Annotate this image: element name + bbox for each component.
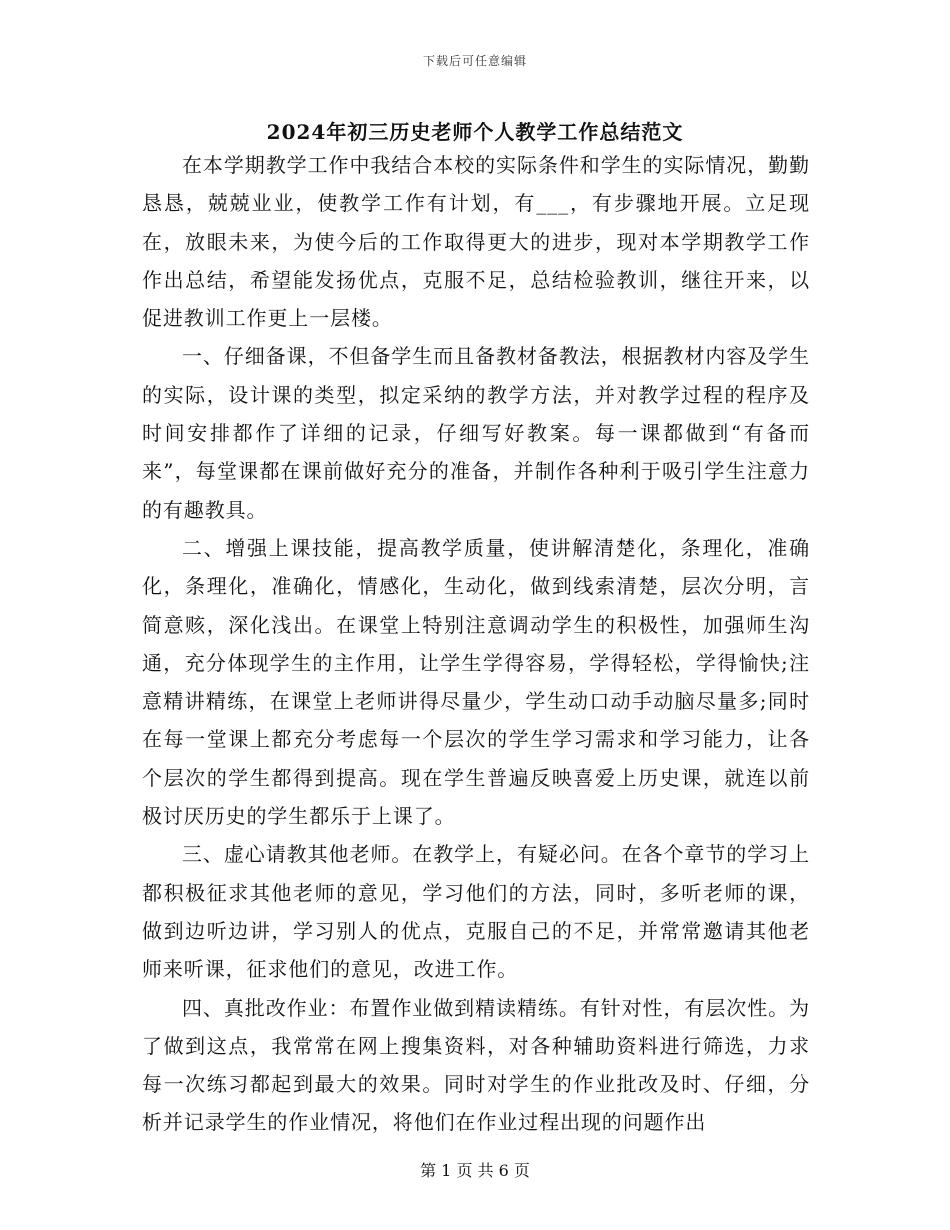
document-title: 2024年初三历史老师个人教学工作总结范文 [266,120,684,144]
paragraph-intro: 在本学期教学工作中我结合本校的实际条件和学生的实际情况，勤勤恳恳，兢兢业业，使教学工作有计划，有___，有步骤地开展。立足现在，放眼未来，为使今后的工作取得更大的进步，现对本学期教学工作作出总结，希望能发扬优点，克服不足，总结检验教训，继往开来，以促进教训工作更上一层楼。 [142,153,810,331]
paragraph-teaching-skills: 二、增强上课技能，提高教学质量，使讲解清楚化，条理化，准确化，条理化，准确化，情感化，生动化，做到线索清楚，层次分明，言简意赅，深化浅出。在课堂上特别注意调动学生的积极性，加强师生沟通，充分体现学生的主作用，让学生学得容易，学得轻松，学得愉快;注意精讲精练，在课堂上老师讲得尽量少，学生动口动手动脑尽量多;同时在每一堂课上都充分考虑每一个层次的学生学习需求和学习能力，让各个层次的学生都得到提高。现在学生普遍反映喜爱上历史课，就连以前极讨厌历史的学生都乐于上课了。 [142,535,810,829]
paragraph-consulting: 三、虚心请教其他老师。在教学上，有疑必问。在各个章节的学习上都积极征求其他老师的意见，学习他们的方法，同时，多听老师的课，做到边听边讲，学习别人的优点，克服自己的不足，并常常邀请其他老师来听课，征求他们的意见，改进工作。 [142,842,810,982]
document-body [142,146,810,1142]
header-note: 下载后可任意编辑 [422,54,527,68]
page-number: 第 1 页 共 6 页 [420,1161,530,1180]
paragraph-preparation: 一、仔细备课，不但备学生而且备教材备教法，根据教材内容及学生的实际，设计课的类型，拟定采纳的教学方法，并对教学过程的程序及时间安排都作了详细的记录，仔细写好教案。每一课都做到“有备而来”，每堂课都在课前做好充分的准备，并制作各种利于吸引学生注意力的有趣教具。 [142,344,810,522]
paragraph-homework: 四、真批改作业：布置作业做到精读精练。有针对性，有层次性。为了做到这点，我常常在网上搜集资料，对各种辅助资料进行筛选，力求每一次练习都起到最大的效果。同时对学生的作业批改及时、仔细，分析并记录学生的作业情况，将他们在作业过程出现的问题作出 [142,995,810,1135]
